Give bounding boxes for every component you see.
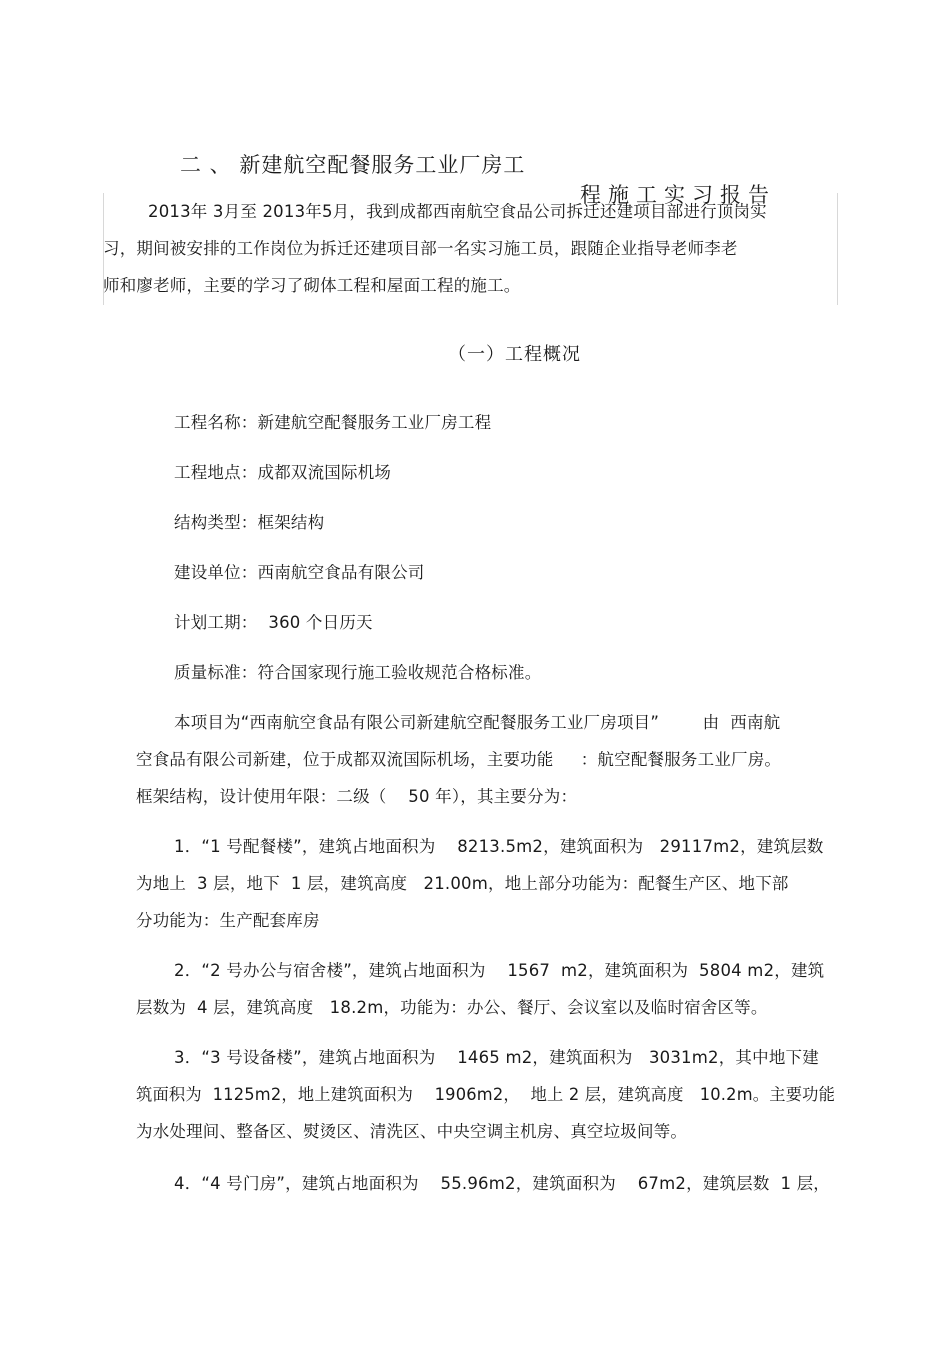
info-project-name: 工程名称：新建航空配餐服务工业厂房工程 [174,413,492,432]
intro-line: 师和廖老师，主要的学习了砌体工程和屋面工程的施工。 [103,276,521,295]
item-line: 层数为 4 层，建筑高度 18.2m，功能为：办公、餐厅、会议室以及临时宿舍区等。 [136,998,768,1017]
item-line: 3．“3 号设备楼”，建筑占地面积为 1465 m2，建筑面积为 3031m2，其中地下建 [174,1048,819,1067]
item-line: 2．“2 号办公与宿舍楼”，建筑占地面积为 1567 m2，建筑面积为 5804 m2，建筑 [174,961,825,980]
item-line: 4．“4 号门房”，建筑占地面积为 55.96m2，建筑面积为 67m2，建筑层数 1 层， [174,1174,831,1193]
item-line: 分功能为：生产配套库房 [136,911,320,930]
page-title-part1: 二 、 新建航空配餐服务工业厂房工 [180,153,526,177]
info-project-location: 工程地点：成都双流国际机场 [174,463,392,482]
overview-line: 本项目为“西南航空食品有限公司新建航空配餐服务工业厂房项目” 由 西南航 [174,713,781,732]
item-line: 为水处理间、整备区、熨烫区、清洗区、中央空调主机房、真空垃圾间等。 [136,1122,688,1141]
intro-line: 2013年 3月至 2013年5月，我到成都西南航空食品公司拆迁还建项目部进行顶岗实 [148,202,767,221]
section-heading: （一）工程概况 [448,344,581,365]
page-title-part2: 程施工实习报告 [580,183,776,207]
info-owner: 建设单位：西南航空食品有限公司 [174,563,425,582]
intro-line: 习，期间被安排的工作岗位为拆迁还建项目部一名实习施工员，跟随企业指导老师李老 [103,239,738,258]
item-line: 筑面积为 1125m2，地上建筑面积为 1906m2， 地上 2 层，建筑高度 10.2m。主要功能 [136,1085,836,1104]
info-quality-standard: 质量标准：符合国家现行施工验收规范合格标准。 [174,663,542,682]
overview-line: 框架结构，设计使用年限：二级（ 50 年），其主要分为： [136,787,578,806]
overview-line: 空食品有限公司新建，位于成都双流国际机场，主要功能 ：航空配餐服务工业厂房。 [136,750,782,769]
intro-border-right [837,193,838,305]
item-line: 1．“1 号配餐楼”，建筑占地面积为 8213.5m2，建筑面积为 29117m2，建筑层数 [174,837,824,856]
info-schedule: 计划工期： 360 个日历天 [174,613,373,632]
info-structure-type: 结构类型：框架结构 [174,513,325,532]
item-line: 为地上 3 层，地下 1 层，建筑高度 21.00m，地上部分功能为：配餐生产区、地下部 [136,874,789,893]
